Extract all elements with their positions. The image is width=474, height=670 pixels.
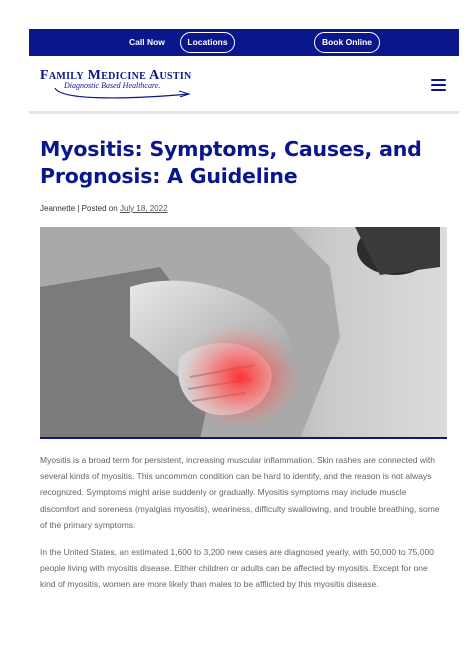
top-bar (29, 29, 459, 56)
article-title: Myositis: Symptoms, Causes, and Prognosis: A Guideline (40, 137, 422, 188)
posted-prefix: | Posted on (77, 204, 118, 213)
book-online-button[interactable]: Book Online (314, 32, 380, 53)
site-header (29, 56, 459, 114)
article-paragraph: In the United States, an estimated 1,600 to 3,200 new cases are diagnosed yearly, with 50,000 to 75,000 people living with myositis disease. Either children or adults can be affected by myositis. Except for one kind of myositis, women are more likely than males to be afflicted by this myositis disease. (40, 547, 434, 590)
hamburger-menu-icon[interactable] (431, 79, 446, 91)
logo-tagline: Diagnostic Based Healthcare. (64, 81, 161, 90)
author-name[interactable]: Jeannette (40, 204, 76, 213)
post-date[interactable]: July 18, 2022 (119, 204, 168, 213)
call-now-link[interactable]: Call Now (129, 37, 165, 47)
article-byline (40, 204, 168, 213)
hero-image (40, 227, 447, 439)
article-paragraph: Myositis is a broad term for persistent, increasing muscular inflammation. Skin rashes are connected with several kinds of myositis. This uncommon condition can be hard to identify, and the reason is not always recognized. Symptoms might arise suddenly or gradually. Myositis symptoms may include muscle discomfort and soreness (myalgias myositis), weariness, difficulty swallowing, and trouble breathing, some of the primary symptoms. (40, 455, 440, 530)
locations-button[interactable]: Locations (180, 32, 235, 53)
logo-title: Family Medicine Austin (40, 68, 192, 83)
